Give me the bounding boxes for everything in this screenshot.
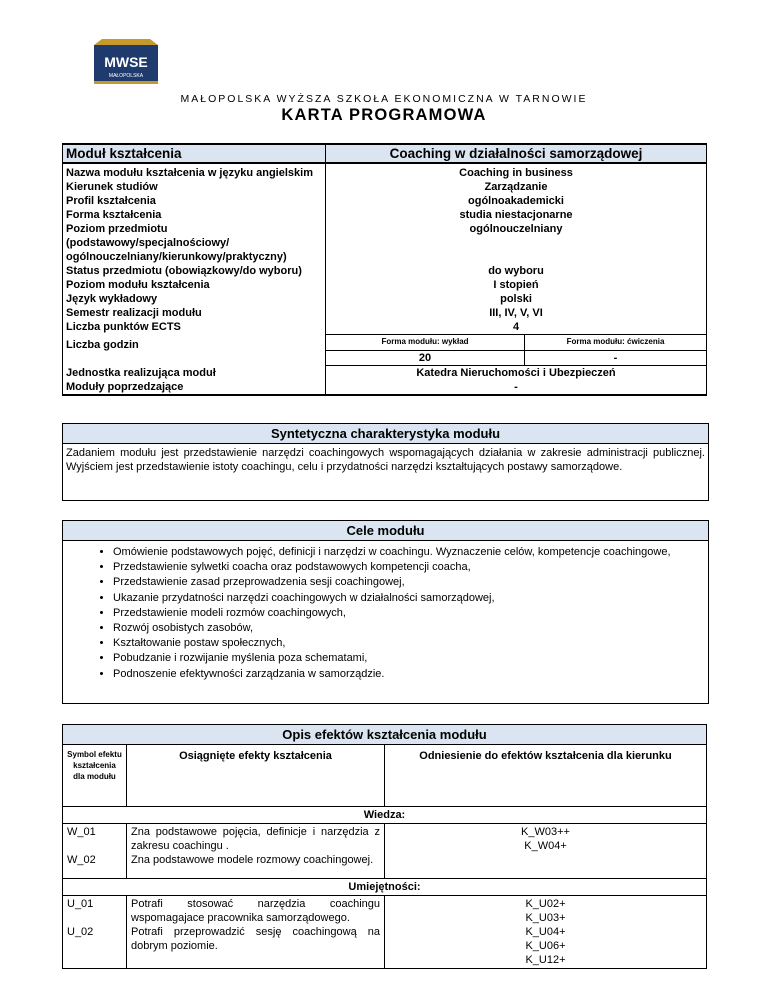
- ref: K_W03++: [521, 826, 570, 838]
- skills-label-row: [63, 879, 707, 896]
- module-row: Język wykładowy polski: [63, 292, 707, 306]
- ref: K_U03+: [525, 912, 566, 924]
- effects-header-row: [63, 745, 707, 807]
- module-row: Poziom modułu kształcenia I stopień: [63, 278, 707, 292]
- unit-row: Jednostka realizująca moduł Katedra Nieruchomości i Ubezpieczeń: [63, 366, 707, 381]
- module-label: Moduł kształcenia: [63, 144, 326, 163]
- goals-title: Cele modułu: [63, 521, 708, 541]
- list-item: • Omówienie podstawowych pojęć, definicji i narzędzi w coachingu. Wyznaczenie celów, kompetencje coachingowe,: [113, 545, 702, 560]
- goals-section: [62, 520, 709, 704]
- list-item: • Kształtowanie postaw społecznych,: [113, 636, 702, 651]
- hours-lecture-label: Forma modułu: wykład: [326, 335, 525, 351]
- school-logo: [92, 37, 160, 87]
- list-item: • Rozwój osobistych zasobów,: [113, 621, 702, 636]
- module-row: Status przedmiotu (obowiązkowy/do wyboru) do wyboru: [63, 264, 707, 278]
- ref: K_U02+: [525, 898, 566, 910]
- skills-row: [63, 896, 707, 969]
- effects-section: [62, 724, 707, 969]
- synthetic-section: [62, 423, 709, 501]
- prereq-row: Moduły poprzedzające -: [63, 380, 707, 395]
- hours-row: Liczba godzin Forma modułu: wykład Forma modułu: ćwiczenia: [63, 335, 707, 351]
- logo-text: MWSE: [104, 54, 148, 70]
- col-symbol: Symbol efektu kształcenia dla modułu: [63, 745, 127, 807]
- hours-lecture: 20: [326, 350, 525, 366]
- module-row: Semestr realizacji modułu III, IV, V, VI: [63, 306, 707, 320]
- page-title: KARTA PROGRAMOWA: [281, 106, 487, 124]
- module-header-row: [63, 144, 707, 163]
- col-ref: Odniesienie do efektów kształcenia dla kierunku: [385, 745, 707, 807]
- list-item: • Przedstawienie sylwetki coacha oraz podstawowych kompetencji coacha,: [113, 560, 702, 575]
- effect-text: Zna podstawowe pojęcia, definicje i narzędzia z zakresu coachingu .: [131, 826, 380, 852]
- module-row: Poziom przedmiotu (podstawowy/specjalnościowy/ ogólnouczelniany/kierunkowy/praktyczny) ogólnouczelniany: [63, 222, 707, 264]
- effects-title: Opis efektów kształcenia modułu: [62, 724, 707, 744]
- ref: K_U06+: [525, 940, 566, 952]
- list-item: • Pobudzanie i rozwijanie myślenia poza schematami,: [113, 651, 702, 666]
- list-item: • Przedstawienie zasad przeprowadzenia sesji coachingowej,: [113, 575, 702, 590]
- symbol: W_02: [67, 854, 96, 866]
- symbol: U_02: [67, 926, 94, 938]
- school-name: MAŁOPOLSKA WYŻSZA SZKOŁA EKONOMICZNA W TARNOWIE: [180, 93, 588, 105]
- list-item: • Przedstawienie modeli rozmów coachingowych,: [113, 606, 702, 621]
- module-table: [62, 143, 707, 396]
- module-row: Kierunek studiów Zarządzanie: [63, 180, 707, 194]
- module-row: Liczba punktów ECTS 4: [63, 320, 707, 335]
- effect-text: Potrafi stosować narzędzia coachingu wspomagajace pracownika samorządowego.: [131, 898, 380, 924]
- effect-text: Potrafi przeprowadzić sesję coachingową na dobrym poziomie.: [131, 926, 380, 952]
- knowledge-row: [63, 824, 707, 879]
- knowledge-label-row: [63, 807, 707, 824]
- symbol: U_01: [67, 898, 94, 910]
- ref: K_U04+: [525, 926, 566, 938]
- module-name: Coaching w działalności samorządowej: [326, 144, 707, 163]
- hours-exercise-label: Forma modułu: ćwiczenia: [525, 335, 707, 351]
- knowledge-label: Wiedza:: [63, 807, 707, 824]
- synthetic-title: Syntetyczna charakterystyka modułu: [63, 424, 708, 444]
- hours-exercise: -: [525, 350, 707, 366]
- ref: K_W04+: [524, 840, 567, 852]
- list-item: • Ukazanie przydatności narzędzi coachingowych w działalności samorządowej,: [113, 591, 702, 606]
- effect-text: Zna podstawowe modele rozmowy coachingowej.: [131, 854, 374, 866]
- module-row: Profil kształcenia ogólnoakademicki: [63, 194, 707, 208]
- goals-list: [63, 545, 702, 682]
- skills-label: Umiejętności:: [63, 879, 707, 896]
- logo-subtext: MAŁOPOLSKA: [108, 73, 144, 79]
- synthetic-text: Zadaniem modułu jest przedstawienie narzędzi coachingowych wspomagających działania w zakresie administracji publicznej. Wyjściem jest przedstawienie istoty coachingu, celu i przydatności narzędzi kształtujących postawy samorządowe.: [66, 447, 705, 473]
- module-row: Nazwa modułu kształcenia w języku angielskim Coaching in business: [63, 163, 707, 180]
- list-item: • Podnoszenie efektywności zarządzania w samorządzie.: [113, 667, 702, 682]
- ref: K_U12+: [525, 954, 566, 966]
- col-effects: Osiągnięte efekty kształcenia: [127, 745, 385, 807]
- module-row: Forma kształcenia studia niestacjonarne: [63, 208, 707, 222]
- effects-table: [62, 744, 707, 969]
- symbol: W_01: [67, 826, 96, 838]
